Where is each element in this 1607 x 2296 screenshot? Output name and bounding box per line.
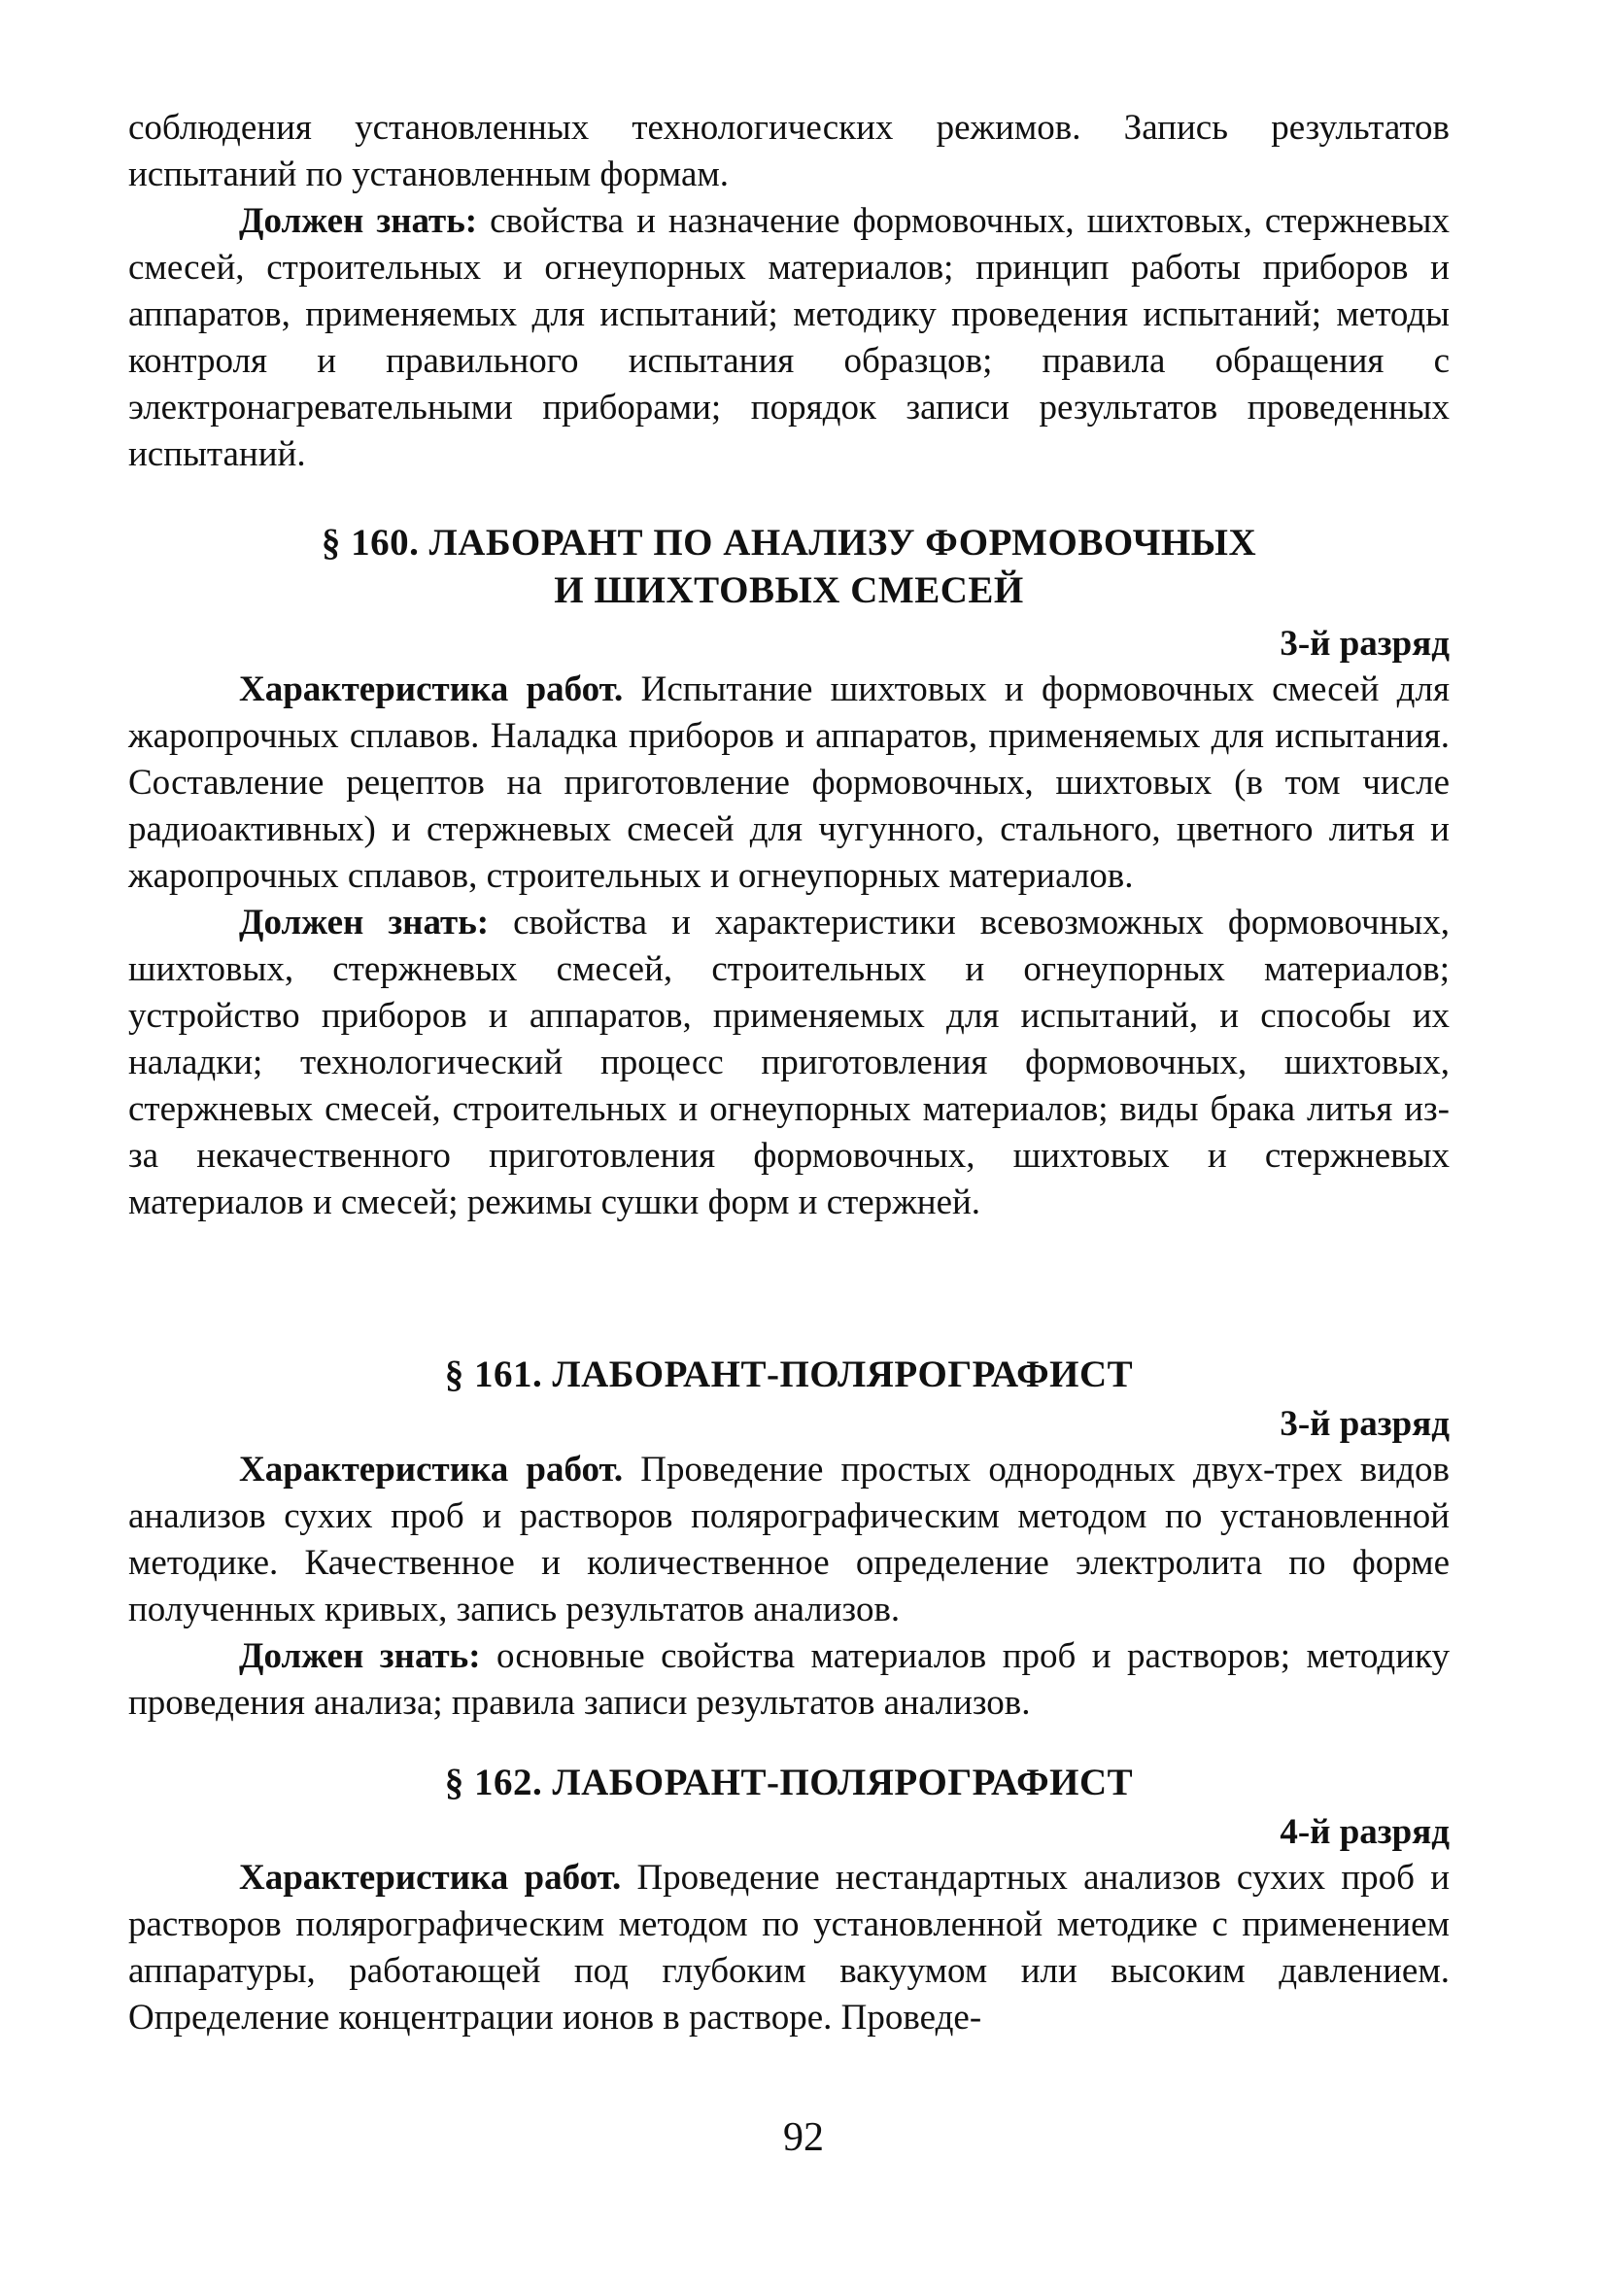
knowledge-lead: Должен знать: — [239, 201, 478, 241]
knowledge-text: свойства и назначение формовочных, шихтовых, стержневых смесей, строительных и огнеупорных материалов; принцип работы приборов и аппаратов, применяемых для испытаний; методику проведения испытаний; методы контроля и правильного испытания образцов; правила обращения с электронагревательными приборами; порядок записи результатов проведенных испытаний. — [128, 201, 1450, 474]
section-heading: § 162. ЛАБОРАНТ-ПОЛЯРОГРАФИСТ — [444, 1762, 1134, 1803]
grade-label: 3-й разряд — [1280, 1404, 1450, 1444]
knowledge-text: основные свойства материалов проб и растворов; методику проведения анализа; правила записи результатов анализов. — [128, 1636, 1450, 1723]
work-description-paragraph — [128, 667, 1450, 900]
knowledge-lead: Должен знать: — [239, 1636, 481, 1676]
continuation-block — [128, 105, 1450, 478]
work-description-paragraph — [128, 1447, 1450, 1633]
grade-label: 4-й разряд — [1280, 1812, 1450, 1852]
section-heading: § 160. ЛАБОРАНТ ПО АНАЛИЗУ ФОРМОВОЧНЫХ — [321, 522, 1257, 564]
work-text: Испытание шихтовых и формовочных смесей для жаропрочных сплавов. Наладка приборов и аппаратов, применяемых для испытания. Составление рецептов на приготовление формовочных, шихтовых (в том числе радиоактивных) и стержневых смесей для чугунного, стального, цветного литья и жаропрочных сплавов, строительных и огнеупорных материалов. — [128, 669, 1450, 896]
work-description-paragraph — [128, 1855, 1450, 2041]
section-161 — [128, 1351, 1450, 1727]
work-lead: Характеристика работ. — [239, 1858, 622, 1898]
section-162 — [128, 1759, 1450, 2041]
page-number: 92 — [783, 2115, 824, 2160]
knowledge-text: свойства и характеристики всевозможных формовочных, шихтовых, стержневых смесей, строительных и огнеупорных материалов; устройство приборов и аппаратов, применяемых для испытаний, и способы их наладки; технологический процесс приготовления формовочных, шихтовых, стержневых смесей, строительных и огнеупорных материалов; виды брака литья из-за некачественного приготовления формовочных, шихтовых и стержневых материалов и смесей; режимы сушки форм и стержней. — [128, 903, 1451, 1222]
grade-label: 3-й разряд — [1280, 624, 1450, 664]
section-heading: § 161. ЛАБОРАНТ-ПОЛЯРОГРАФИСТ — [444, 1354, 1134, 1395]
knowledge-paragraph — [128, 900, 1450, 1226]
continuation-paragraph: соблюдения установленных технологических режимов. Запись результатов испытаний по установленным формам. — [128, 108, 1450, 194]
knowledge-lead: Должен знать: — [239, 903, 490, 942]
section-160 — [128, 519, 1450, 1226]
work-lead: Характеристика работ. — [239, 1450, 624, 1490]
work-text: Проведение простых однородных двух-трех видов анализов сухих проб и растворов полярографическим методом по установленной методике. Качественное и количественное определение электролита по форме полученных кривых, запись результатов анализов. — [128, 1450, 1450, 1629]
knowledge-paragraph — [128, 1633, 1450, 1727]
continuation-knowledge-paragraph — [128, 198, 1450, 478]
section-heading-continued: И ШИХТОВЫХ СМЕСЕЙ — [554, 569, 1024, 611]
work-lead: Характеристика работ. — [239, 669, 624, 709]
work-text: Проведение нестандартных анализов сухих проб и растворов полярографическим методом по установленной методике с применением аппаратуры, работающей под глубоким вакуумом или высоким давлением. Определение концентрации ионов в растворе. Проведе- — [128, 1858, 1450, 2038]
